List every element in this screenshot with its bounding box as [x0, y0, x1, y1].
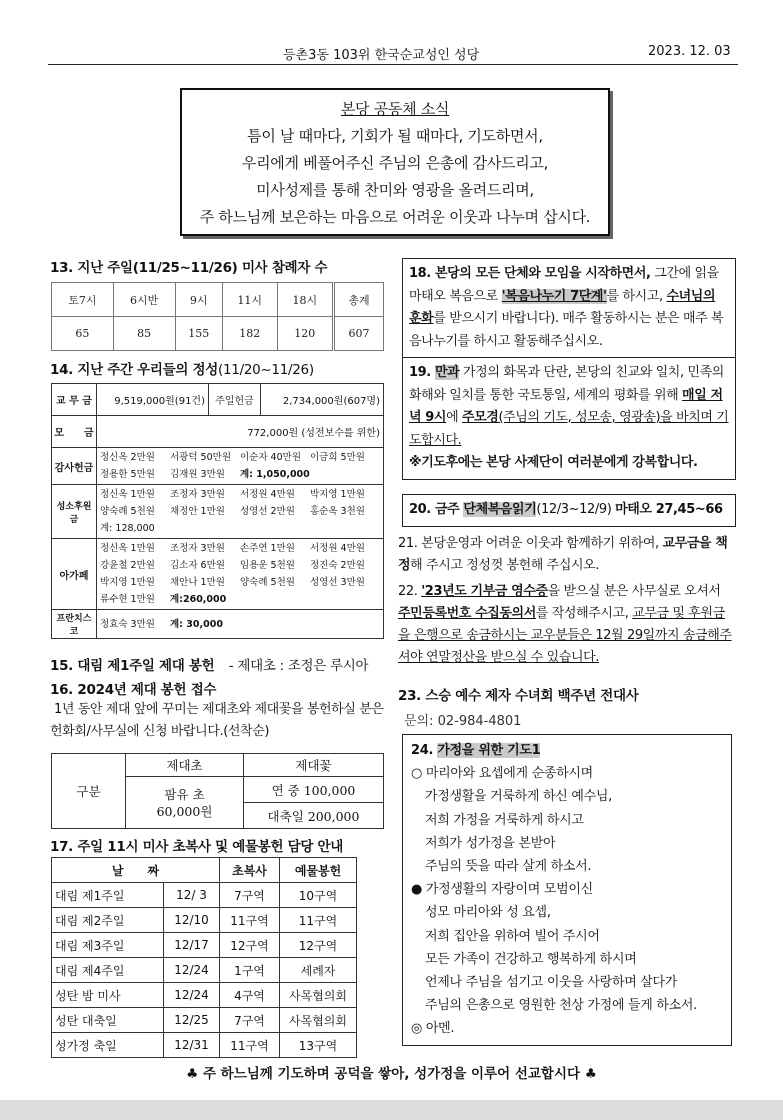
donor: 류수현 1만원 [100, 594, 155, 605]
prayer-title [411, 739, 723, 762]
prayer-line: 저희가 성가정을 본받아 [425, 835, 556, 851]
donor: 홍순옥 3천원 [310, 506, 365, 517]
section-15-title [50, 654, 368, 674]
altar-offering-table [51, 753, 384, 829]
prayer-line: ● 가정생활의 자랑이며 모범이신 [411, 882, 593, 898]
donor: 서정원 4만원 [240, 489, 295, 500]
agape-label: 아가페 [52, 539, 97, 610]
community-news-box [180, 88, 610, 236]
news-line: 우리에게 베풀어주신 주님의 은총에 감사드리고, [241, 154, 549, 172]
thanks-offering-label: 감사헌금 [52, 448, 97, 485]
fundraising-value: 772,000원 (성전보수를 위한) [97, 416, 384, 448]
donor: 이금희 5만원 [310, 452, 365, 463]
table-cell: 182 [222, 317, 277, 351]
table-cell: 7구역 [220, 883, 280, 908]
table-cell: 12구역 [280, 933, 357, 958]
donor: 정신옥 1만원 [100, 489, 155, 500]
donor: 정용한 5만원 [100, 469, 155, 480]
section-14-label: 14. 지난 주간 우리들의 정성 [50, 362, 219, 378]
table-cell: 11구역 [220, 908, 280, 933]
table-header: 18시 [277, 283, 334, 317]
notice-18-text: 를 받으시기 바랍니다). 매주 활동하시는 분은 매주 복음나누기를 하시고 활동해주십시오. [409, 311, 724, 349]
attendance-table [51, 282, 384, 351]
table-cell: 12/10 [164, 908, 220, 933]
parish-name: 등촌3동 103위 한국순교성인 성당 [283, 48, 480, 63]
donor: 조정자 3만원 [170, 543, 225, 554]
prayer-num: 24. [411, 743, 434, 758]
kyomu-label: 교 무 금 [52, 384, 97, 416]
section-23-title: 23. 스승 예수 제자 수녀회 백주년 전대사 [398, 688, 639, 704]
gubun-cell: 구분 [52, 754, 126, 829]
donor: 서광덕 50만원 [170, 452, 231, 463]
lords-prayer-highlight: 주모경 [461, 410, 499, 425]
sunday-offering-value: 2,734,000원(607명) [261, 384, 384, 416]
notice-21-highlight: 교무금을 책정 [398, 536, 728, 573]
table-cell: 11구역 [280, 908, 357, 933]
table-cell: 10구역 [280, 883, 357, 908]
table-cell: 12/24 [164, 958, 220, 983]
donor: 채안나 1만원 [170, 577, 225, 588]
donor: 양숙례 5천원 [240, 577, 295, 588]
table-cell: 12/24 [164, 983, 220, 1008]
prayer-line: 저희 집안을 위하여 빌어 주시어 [425, 928, 600, 944]
notice-18-text: 를 하시고, [606, 288, 667, 304]
table-header: 토7시 [52, 283, 114, 317]
flower-ordinary: 연 중 100,000 [244, 777, 384, 803]
candle-header: 제대초 [126, 754, 244, 777]
donor: 조정자 3만원 [170, 489, 225, 500]
footer-slogan: ♣ 주 하느님께 기도하며 공덕을 쌓아, 성가정을 이루어 선교합시다 ♣ [186, 1066, 597, 1082]
family-prayer-box [402, 734, 732, 1046]
donor: 이순자 40만원 [240, 452, 301, 463]
notice-20-lead: 20. 금주 [409, 502, 464, 517]
table-cell: 사목협의회 [280, 983, 357, 1008]
table-header: 9시 [175, 283, 222, 317]
table-cell: 대림 제2주일 [52, 908, 164, 933]
table-header: 예물봉헌 [280, 858, 357, 883]
offerings-table [51, 383, 384, 639]
section-16-text: 1년 동안 제대 앞에 꾸미는 제대초와 제대꽃을 봉헌하실 분은 헌화회/사무실에 신청 바랍니다.(선착순) [50, 702, 384, 739]
candle-type: 팜유 초 [164, 786, 205, 802]
table-cell: 성탄 밤 미사 [52, 983, 164, 1008]
notice-20-box [402, 494, 736, 527]
vocation-support-label: 성소후원금 [52, 485, 97, 539]
table-cell: 155 [175, 317, 222, 351]
donor: 손주연 1만원 [240, 543, 295, 554]
donor: 정효숙 3만원 [100, 618, 155, 630]
donor: 박지영 1만원 [310, 489, 365, 500]
table-cell: 120 [277, 317, 334, 351]
donor: 임용운 5천원 [240, 560, 295, 571]
notice-18-lead: 18. 본당의 모든 단체와 모임을 시작하면서, [409, 266, 651, 281]
prayer-line: 모든 가족이 건강하고 행복하게 하시며 [425, 951, 637, 967]
francisco-label: 프란치스코 [52, 610, 97, 639]
donor: 채정안 1만원 [170, 506, 225, 517]
deadline-highlight: 12월 29일까지 송금해주셔야 연말정산을 받으실 수 있습니다. [398, 628, 732, 665]
prayer-line: 언제나 주님을 섬기고 이웃을 사랑하며 살다가 [425, 975, 678, 991]
header-divider [48, 64, 738, 65]
daily-9pm-highlight: 매일 저녁 9시 [409, 387, 723, 425]
table-row [52, 1008, 357, 1033]
prayer-line: ◎ 아멘. [411, 1021, 455, 1037]
notice-19-text: 가정의 화목과 단란, 본당의 친교와 일치, 민족의 화해와 일치를 통한 국토통일, 세계의 평화를 위해 [409, 365, 724, 403]
notice-21 [398, 533, 732, 577]
sister-homily-highlight: 수녀님의 훈화 [409, 288, 716, 326]
donor: 박지영 1만원 [100, 577, 155, 588]
bulletin-date: 2023. 12. 03 [648, 44, 731, 59]
notice-18-text: 그간에 읽을 마태오 복음으로 [409, 266, 719, 304]
donor: 정신옥 2만원 [100, 452, 155, 463]
table-cell: 13구역 [280, 1033, 357, 1058]
flower-solemnity: 대축일 200,000 [244, 803, 384, 829]
table-header: 총계 [334, 283, 384, 317]
section-23-contact: 문의: 02-984-4801 [404, 714, 522, 729]
table-cell: 12/17 [164, 933, 220, 958]
section-14-dates: (11/20~11/26) [218, 362, 314, 378]
donor: 성영선 3만원 [310, 577, 365, 588]
donor: 강윤철 2만원 [100, 560, 155, 571]
section-16-title: 16. 2024년 제대 봉헌 접수 [50, 682, 217, 698]
table-cell: 대림 제3주일 [52, 933, 164, 958]
section-15-label: 15. 대림 제1주일 제대 봉헌 [50, 658, 215, 674]
table-row [52, 883, 357, 908]
notice-22-text: 을 받으실 분은 사무실로 오셔서 [547, 584, 721, 599]
bottom-bar [0, 1100, 783, 1120]
table-row [52, 933, 357, 958]
notice-22-text: 교무금 및 후원금을 은행으로 송금하시는 교우분들은 [398, 606, 725, 643]
prayer-line: 성모 마리아와 성 요셉, [425, 905, 551, 921]
table-cell: 성가정 축일 [52, 1033, 164, 1058]
section-17-title: 17. 주일 11시 미사 초복사 및 예물봉헌 담당 안내 [50, 839, 343, 855]
flower-header: 제대꽃 [244, 754, 384, 777]
candle-amount: 60,000원 [156, 803, 213, 819]
table-cell: 12/25 [164, 1008, 220, 1033]
total: 계: 30,000 [170, 618, 223, 630]
table-header: 날 짜 [52, 858, 220, 883]
notice-22 [398, 581, 732, 669]
notice-22-num: 22. [398, 584, 422, 599]
notice-21-text: 21. 본당운영과 어려운 이웃과 함께하기 위하여, [398, 536, 663, 551]
group-gospel-reading: 단체복음읽기 [463, 502, 537, 517]
prayer-line: 저희 가정을 거룩하게 하시고 [425, 812, 584, 828]
donor: 김재원 3만원 [170, 469, 225, 480]
notice-18-19-box [402, 258, 736, 480]
table-cell: 4구역 [220, 983, 280, 1008]
table-row [52, 1033, 357, 1058]
candle-price [126, 777, 244, 829]
notice-18 [409, 263, 729, 353]
table-cell: 65 [52, 317, 114, 351]
table-cell: 7구역 [220, 1008, 280, 1033]
section-14-title [50, 358, 314, 378]
notice-20-passage: 마태오 27,45~66 [615, 502, 723, 517]
thanks-offering-list [97, 448, 384, 485]
notice-22-text: 를 작성해주시고, [535, 606, 633, 621]
sunday-offering-label: 주일헌금 [209, 384, 261, 416]
notice-21-text: 해 주시고 정성껏 봉헌해 주십시오. [410, 558, 600, 573]
kyomu-value: 9,519,000원(91건) [97, 384, 209, 416]
table-cell: 12구역 [220, 933, 280, 958]
francisco-list [97, 610, 384, 639]
donor: 정신옥 1만원 [100, 543, 155, 554]
receipt-highlight: '23년도 기부금 영수증 [421, 584, 548, 599]
table-cell: 성탄 대축일 [52, 1008, 164, 1033]
notice-19-text: (주님의 기도, 성모송, 영광송)을 바치며 기도합시다. [409, 410, 729, 448]
table-header: 6시반 [113, 283, 175, 317]
table-cell: 85 [113, 317, 175, 351]
table-cell: 대림 제4주일 [52, 958, 164, 983]
gospel-sharing-highlight: '복음나누기 7단계' [501, 288, 607, 304]
server-schedule-table [51, 857, 357, 1058]
prayer-line: 가정생활을 거룩하게 하신 예수님, [425, 789, 612, 805]
prayer-line: ○ 마리아와 요셉에게 순종하시며 [411, 766, 593, 782]
table-row [52, 958, 357, 983]
consent-form-highlight: 주민등록번호 수집동의서 [398, 606, 536, 621]
vocation-support-list [97, 485, 384, 539]
news-line: 미사성제를 통해 찬미와 영광을 올려드리며, [256, 181, 534, 199]
section-13-title: 13. 지난 주일(11/25~11/26) 미사 참례자 수 [50, 260, 328, 276]
table-cell: 1구역 [220, 958, 280, 983]
table-row [52, 908, 357, 933]
blessing-note: ※기도후에는 본당 사제단이 여러분에게 강복합니다. [409, 455, 698, 470]
news-line: 틈이 날 때마다, 기회가 될 때마다, 기도하면서, [247, 127, 543, 145]
table-row [52, 983, 357, 1008]
notice-19 [403, 357, 735, 475]
prayer-line: 주님의 뜻을 따라 살게 하소서. [425, 859, 592, 875]
table-cell: 12/31 [164, 1033, 220, 1058]
notice-19-text: 에 [446, 410, 462, 425]
notice-19-num: 19. [409, 365, 435, 380]
news-title: 본당 공동체 소식 [340, 100, 450, 118]
table-cell: 12/ 3 [164, 883, 220, 908]
donor: 서정원 4만원 [310, 543, 365, 554]
table-header: 11시 [222, 283, 277, 317]
agape-list [97, 539, 384, 610]
table-cell: 세례자 [280, 958, 357, 983]
notice-20-dates: (12/3~12/9) [536, 502, 616, 517]
donor: 정진숙 2만원 [310, 560, 365, 571]
total: 계:260,000 [170, 594, 227, 605]
total: 계: 128,000 [100, 523, 155, 534]
evening-prayer-highlight: 만과 [434, 365, 460, 380]
fundraising-label: 모 금 [52, 416, 97, 448]
table-header: 초복사 [220, 858, 280, 883]
news-line: 주 하느님께 보은하는 마음으로 어려운 이웃과 나누며 삽시다. [199, 208, 591, 226]
table-cell: 11구역 [220, 1033, 280, 1058]
donor: 성영선 2만원 [240, 506, 295, 517]
donor: 양숙례 5천원 [100, 506, 155, 517]
total: 계: 1,050,000 [240, 469, 310, 480]
table-cell: 607 [334, 317, 384, 351]
prayer-line: 주님의 은총으로 영원한 천상 가정에 들게 하소서. [425, 998, 697, 1014]
table-cell: 사목협의회 [280, 1008, 357, 1033]
donor: 김소자 6만원 [170, 560, 225, 571]
table-cell: 대림 제1주일 [52, 883, 164, 908]
section-15-detail: - 제대초 : 조정은 루시아 [228, 658, 369, 674]
prayer-title-text: 가정을 위한 기도1 [437, 743, 541, 758]
